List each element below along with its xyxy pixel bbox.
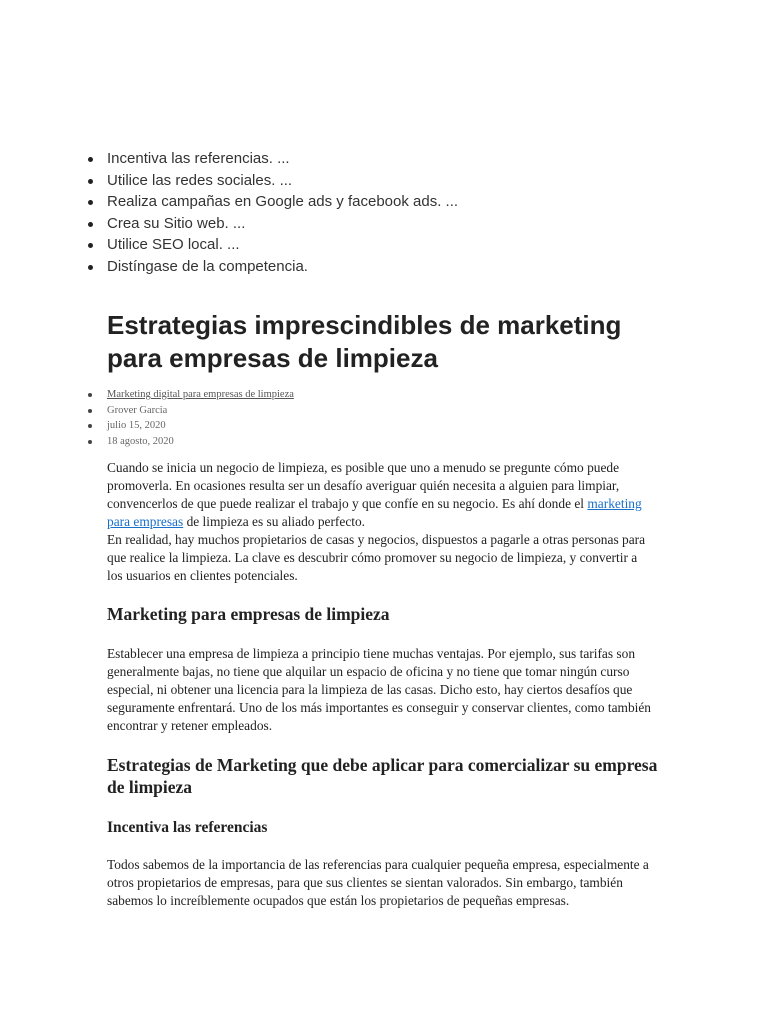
bullet-icon	[88, 179, 93, 184]
bullet-icon	[88, 200, 93, 205]
intro-paragraph	[107, 459, 655, 585]
intro-text-after-link: de limpieza es su aliado perfecto.	[183, 514, 366, 529]
subheading-incentiva-referencias: Incentiva las referencias	[107, 819, 268, 836]
bullet-icon	[88, 157, 93, 162]
category-link[interactable]: Marketing digital para empresas de limpieza	[107, 389, 294, 400]
list-item	[88, 213, 458, 235]
intro-text-before-link: Cuando se inicia un negocio de limpieza, es posible que uno a menudo se pregunte cómo puede promoverla. En ocasiones resulta ser un desafío averiguar quién necesita a alguien para limpiar, convencerlos de que puede realizar el trabajo y que confíe en su negocio. Es ahí donde el	[107, 460, 620, 511]
list-item-text: Distíngase de la competencia.	[107, 257, 308, 275]
date-published: julio 15, 2020	[107, 420, 166, 431]
list-item-text: Utilice las redes sociales. ...	[107, 171, 293, 189]
meta-date-updated	[88, 434, 294, 450]
marketing-para-empresas-link[interactable]: marketing para empresas	[107, 496, 642, 529]
bullet-icon	[88, 222, 93, 227]
bullet-icon	[88, 393, 92, 397]
list-item	[88, 148, 458, 170]
bullet-icon	[88, 265, 93, 270]
article-title: Estrategias imprescindibles de marketing para empresas de limpieza	[107, 310, 622, 373]
list-item	[88, 191, 458, 213]
author-name: Grover Garcia	[107, 404, 168, 416]
list-item-text: Utilice SEO local. ...	[107, 236, 240, 254]
section-heading-strategies: Estrategias de Marketing que debe aplicar para comercializar su empresa de limpieza	[107, 755, 658, 797]
list-item	[88, 170, 458, 192]
section-heading-marketing: Marketing para empresas de limpieza	[107, 604, 390, 624]
bullet-icon	[88, 424, 92, 428]
meta-author	[88, 403, 294, 419]
bullet-icon	[88, 243, 93, 248]
list-item-text: Realiza campañas en Google ads y facebook ads. ...	[107, 193, 459, 211]
bullet-icon	[88, 440, 92, 444]
list-item-text: Incentiva las referencias. ...	[107, 150, 290, 167]
bullet-icon	[88, 409, 92, 413]
meta-category[interactable]	[88, 387, 294, 403]
article-meta-list	[88, 387, 294, 449]
strategy-summary-list	[88, 148, 458, 278]
section-marketing-paragraph: Establecer una empresa de limpieza a principio tiene muchas ventajas. Por ejemplo, sus tarifas son generalmente bajas, no tiene que alquilar un espacio de oficina y no tiene que tomar ningún curso especial, ni obtener una licencia para la limpieza de las casas. Dicho esto, hay ciertos desafíos que seguramente enfrentará. Uno de los más importantes es conseguir y conservar clientes, como también encontrar y retener empleados.	[107, 646, 651, 733]
referencias-paragraph: Todos sabemos de la importancia de las referencias para cualquier pequeña empresa, especialmente a otros propietarios de empresas, para que sus clientes se sientan valorados. Sin embargo, también sabemos lo increíblemente ocupados que están los propietarios de pequeñas empresas.	[107, 857, 649, 908]
intro-second-paragraph: En realidad, hay muchos propietarios de casas y negocios, dispuestos a pagarle a otras personas para que realice la limpieza. La clave es descubrir cómo promover su negocio de limpieza, y convertir a los usuarios en clientes potenciales.	[107, 532, 646, 583]
list-item	[88, 256, 458, 278]
list-item	[88, 234, 458, 256]
meta-date-published	[88, 418, 294, 434]
list-item-text: Crea su Sitio web. ...	[107, 214, 246, 232]
date-updated: 18 agosto, 2020	[107, 435, 174, 447]
